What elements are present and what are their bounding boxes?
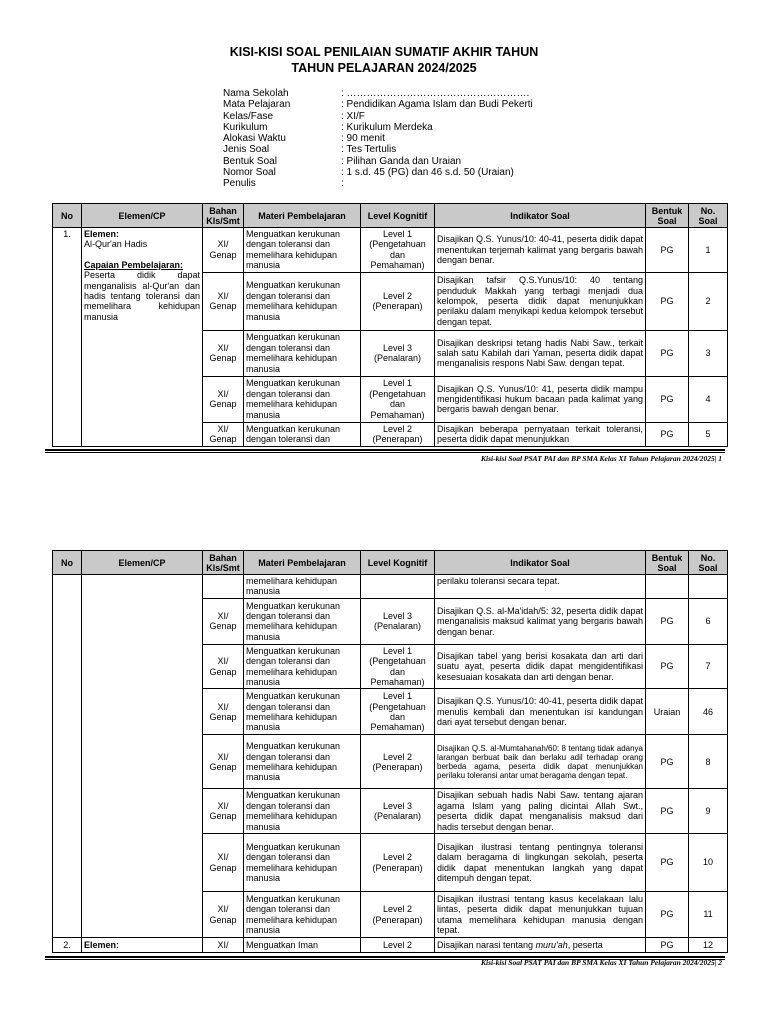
indikator-cell: Disajikan ilustrasi tentang pentingnya toleransi dalam beragama di lingkungan sekolah, peserta didik dapat menentukan langkah yang dapat ditempuh dengan tepat. bbox=[435, 834, 646, 892]
header-indikator: Indikator Soal bbox=[435, 551, 646, 575]
identity-label: Nomor Soal bbox=[223, 167, 276, 179]
elemen-label: Elemen: bbox=[82, 938, 203, 953]
level-cell: Level 2 (Penerapan) bbox=[361, 272, 435, 330]
nosoal-cell: 7 bbox=[689, 644, 728, 689]
materi-cell: Menguatkan kerukunan dengan toleransi dan memelihara kehidupan manusia bbox=[244, 735, 361, 789]
materi-cell: Menguatkan kerukunan dengan toleransi dan memelihara kehidupan manusia bbox=[244, 228, 361, 273]
identity-row bbox=[223, 156, 533, 167]
nosoal-cell: 10 bbox=[689, 834, 728, 892]
identity-value: : 90 menit bbox=[341, 133, 385, 145]
level-cell: Level 3 (Penalaran) bbox=[361, 598, 435, 644]
level-cell: Level 1 (Pengetahuan dan Pemahaman) bbox=[361, 228, 435, 273]
bentuk-cell bbox=[646, 575, 689, 599]
bentuk-cell: PG bbox=[646, 272, 689, 330]
nosoal-cell: 12 bbox=[689, 938, 728, 953]
elemen-cp-cell bbox=[82, 228, 203, 447]
table-row-continuation bbox=[53, 575, 728, 599]
table-header-row bbox=[53, 204, 728, 228]
nosoal-cell: 9 bbox=[689, 789, 728, 834]
identity-label: Alokasi Waktu bbox=[223, 133, 286, 145]
table-header-row bbox=[53, 551, 728, 575]
indikator-cell bbox=[435, 938, 646, 953]
identity-row bbox=[223, 144, 533, 155]
nosoal-cell: 2 bbox=[689, 272, 728, 330]
bentuk-cell: PG bbox=[646, 422, 689, 446]
indikator-cell: perilaku toleransi secara tepat. bbox=[435, 575, 646, 599]
header-no: No bbox=[53, 204, 82, 228]
bentuk-cell: PG bbox=[646, 735, 689, 789]
identity-label: Kurikulum bbox=[223, 121, 268, 133]
nosoal-cell: 3 bbox=[689, 330, 728, 376]
row-number: 1. bbox=[53, 228, 82, 447]
document-title: KISI-KISI SOAL PENILAIAN SUMATIF AKHIR TAHUN bbox=[229, 45, 539, 59]
materi-cell: Menguatkan kerukunan dengan toleransi dan memelihara kehidupan manusia bbox=[244, 598, 361, 644]
indikator-cell: Disajikan Q.S. al-Ma'idah/5: 32, peserta didik dapat menganalisis maksud kalimat yang bergaris bawah dengan benar. bbox=[435, 598, 646, 644]
identity-value: : 1 s.d. 45 (PG) dan 46 s.d. 50 (Uraian) bbox=[341, 167, 514, 179]
bentuk-cell: PG bbox=[646, 892, 689, 938]
bahan-cell: XI/ Genap bbox=[203, 892, 244, 938]
nosoal-cell: 4 bbox=[689, 376, 728, 422]
level-cell: Level 1 (Pengetahuan dan Pemahaman) bbox=[361, 644, 435, 689]
nosoal-cell: 11 bbox=[689, 892, 728, 938]
capaian-text: Peserta didik dapat menganalisis al-Qur'an dan hadis tentang toleransi dan memelihara kehidupan manusia bbox=[84, 270, 200, 322]
bahan-cell: XI/ Genap bbox=[203, 272, 244, 330]
header-materi: Materi Pembelajaran bbox=[244, 551, 361, 575]
indikator-emphasis: muru'ah bbox=[535, 939, 568, 950]
bentuk-cell: Uraian bbox=[646, 689, 689, 735]
bahan-cell: XI/ Genap bbox=[203, 598, 244, 644]
header-level: Level Kognitif bbox=[361, 551, 435, 575]
document-page-2 bbox=[0, 540, 768, 1024]
indikator-cell: Disajikan sebuah hadis Nabi Saw. tentang ajaran agama Islam yang paling dicintai Allah Swt., peserta didik dapat menganalisis maksud dari hadis tersebut dengan benar. bbox=[435, 789, 646, 834]
row-number bbox=[53, 575, 82, 938]
identity-value: : Kurikulum Merdeka bbox=[341, 121, 433, 133]
identity-row bbox=[223, 111, 533, 122]
bentuk-cell: PG bbox=[646, 834, 689, 892]
capaian-label: Capaian Pembelajaran: bbox=[84, 259, 184, 270]
page-footer: Kisi-kisi Soal PSAT PAI dan BP SMA Kelas XI Tahun Pelajaran 2024/2025| 1 bbox=[480, 454, 722, 463]
identity-row bbox=[223, 178, 533, 189]
header-indikator: Indikator Soal bbox=[435, 204, 646, 228]
materi-cell: Menguatkan kerukunan dengan toleransi dan memelihara kehidupan manusia bbox=[244, 644, 361, 689]
indikator-cell: Disajikan Q.S. Yunus/10: 41, peserta didik mampu mengidentifikasi hukum bacaan pada kalimat yang bergaris bawah dengan benar. bbox=[435, 376, 646, 422]
level-cell: Level 2 (Penerapan) bbox=[361, 892, 435, 938]
materi-cell: Menguatkan kerukunan dengan toleransi dan memelihara kehidupan manusia bbox=[244, 330, 361, 376]
row-number: 2. bbox=[53, 938, 82, 953]
header-nosoal: No. Soal bbox=[689, 204, 728, 228]
bahan-cell: XI/ Genap bbox=[203, 789, 244, 834]
document-subtitle: TAHUN PELAJARAN 2024/2025 bbox=[291, 61, 477, 75]
materi-cell: Menguatkan Iman bbox=[244, 938, 361, 953]
level-cell bbox=[361, 575, 435, 599]
level-cell: Level 3 (Penalaran) bbox=[361, 330, 435, 376]
bahan-cell: XI/ Genap bbox=[203, 834, 244, 892]
level-cell: Level 2 (Penerapan) bbox=[361, 834, 435, 892]
identity-label: Bentuk Soal bbox=[223, 155, 277, 167]
elemen-value: Al-Qur'an Hadis bbox=[84, 239, 148, 250]
header-bahan: Bahan Kls/Smt bbox=[203, 551, 244, 575]
nosoal-cell: 6 bbox=[689, 598, 728, 644]
nosoal-cell bbox=[689, 575, 728, 599]
header-elemen: Elemen/CP bbox=[82, 204, 203, 228]
elemen-label: Elemen: bbox=[84, 229, 120, 239]
header-nosoal: No. Soal bbox=[689, 551, 728, 575]
materi-cell: Menguatkan kerukunan dengan toleransi dan memelihara kehidupan manusia bbox=[244, 789, 361, 834]
indikator-cell: Disajikan tabel yang berisi kosakata dan arti dari suatu ayat, peserta didik dapat mengidentifikasi kesesuaian kosakata dan arti dengan benar. bbox=[435, 644, 646, 689]
materi-cell: Menguatkan kerukunan dengan toleransi dan memelihara kehidupan manusia bbox=[244, 272, 361, 330]
nosoal-cell: 46 bbox=[689, 689, 728, 735]
identity-row bbox=[223, 99, 533, 110]
nosoal-cell: 8 bbox=[689, 735, 728, 789]
bahan-cell: XI/ Genap bbox=[203, 330, 244, 376]
identity-value: : Tes Tertulis bbox=[341, 144, 397, 156]
indikator-cell: Disajikan deskripsi tetang hadis Nabi Saw., terkait salah satu Kabilah dari Yaman, peserta didik dapat menganalisis respons Nabi Saw. dengan tepat. bbox=[435, 330, 646, 376]
bentuk-cell: PG bbox=[646, 938, 689, 953]
indikator-cell: Disajikan tafsir Q.S.Yunus/10: 40 tentang penduduk Makkah yang terbagi menjadi dua kelompok, peserta didik dapat menunjukkan perilaku dalam menyikapi kedua kelompok tersebut dengan tepat. bbox=[435, 272, 646, 330]
kisi-kisi-table-page-1 bbox=[52, 203, 728, 447]
identity-row bbox=[223, 133, 533, 144]
identity-label: Kelas/Fase bbox=[223, 110, 274, 122]
level-cell: Level 1 (Pengetahuan dan Pemahaman) bbox=[361, 376, 435, 422]
identity-label: Mata Pelajaran bbox=[223, 99, 291, 111]
indikator-cell: Disajikan Q.S. Yunus/10: 40-41, peserta didik dapat menentukan terjemah kalimat yang bergaris bawah dengan benar. bbox=[435, 228, 646, 273]
materi-cell: Menguatkan kerukunan dengan toleransi dan memelihara kehidupan manusia bbox=[244, 834, 361, 892]
bentuk-cell: PG bbox=[646, 376, 689, 422]
indikator-cell: Disajikan ilustrasi tentang kasus kecelakaan lalu lintas, peserta didik dapat menunjukkan tujuan utama memelihara kehidupan manusia dengan tepat. bbox=[435, 892, 646, 938]
bahan-cell: XI/ Genap bbox=[203, 422, 244, 446]
level-cell: Level 2 bbox=[361, 938, 435, 953]
materi-cell: Menguatkan kerukunan dengan toleransi dan memelihara kehidupan manusia bbox=[244, 892, 361, 938]
materi-cell: memelihara kehidupan manusia bbox=[244, 575, 361, 599]
identity-value: : XI/F bbox=[341, 110, 365, 122]
bahan-cell: XI/ Genap bbox=[203, 228, 244, 273]
document-page-1 bbox=[0, 0, 768, 470]
identity-block bbox=[223, 88, 533, 190]
identity-value: : Pilihan Ganda dan Uraian bbox=[341, 155, 462, 167]
identity-row bbox=[223, 167, 533, 178]
identity-label: Nama Sekolah bbox=[223, 88, 289, 99]
identity-row bbox=[223, 88, 533, 99]
bentuk-cell: PG bbox=[646, 228, 689, 273]
header-bentuk: Bentuk Soal bbox=[646, 204, 689, 228]
bentuk-cell: PG bbox=[646, 330, 689, 376]
bahan-cell: XI/ bbox=[203, 938, 244, 953]
level-cell: Level 2 (Penerapan) bbox=[361, 422, 435, 446]
level-cell: Level 3 (Penalaran) bbox=[361, 789, 435, 834]
footer-rule bbox=[45, 449, 725, 451]
identity-label: Penulis bbox=[223, 178, 256, 190]
header-no: No bbox=[53, 551, 82, 575]
kisi-kisi-table-page-2 bbox=[52, 550, 728, 953]
nosoal-cell: 5 bbox=[689, 422, 728, 446]
identity-row bbox=[223, 122, 533, 133]
identity-value: : bbox=[341, 178, 344, 190]
header-bahan: Bahan Kls/Smt bbox=[203, 204, 244, 228]
bahan-cell: XI/ Genap bbox=[203, 644, 244, 689]
level-cell: Level 1 (Pengetahuan dan Pemahaman) bbox=[361, 689, 435, 735]
table-row bbox=[53, 938, 728, 953]
identity-label: Jenis Soal bbox=[223, 144, 270, 156]
materi-cell: Menguatkan kerukunan dengan toleransi dan bbox=[244, 422, 361, 446]
bahan-cell: XI/ Genap bbox=[203, 689, 244, 735]
elemen-cp-cell bbox=[82, 575, 203, 938]
bahan-cell: XI/ Genap bbox=[203, 376, 244, 422]
indikator-cell: Disajikan Q.S. Yunus/10: 40-41, peserta didik dapat menulis kembali dan menentukan isi kandungan dari ayat tersebut dengan benar. bbox=[435, 689, 646, 735]
materi-cell: Menguatkan kerukunan dengan toleransi dan memelihara kehidupan manusia bbox=[244, 689, 361, 735]
bahan-cell: XI/ Genap bbox=[203, 735, 244, 789]
bentuk-cell: PG bbox=[646, 598, 689, 644]
indikator-text: Disajikan narasi tentang bbox=[437, 939, 536, 950]
table-row bbox=[53, 228, 728, 273]
footer-rule-thin bbox=[45, 452, 725, 453]
bentuk-cell: PG bbox=[646, 644, 689, 689]
indikator-cell: Disajikan Q.S. al-Mumtahanah/60: 8 tentang tidak adanya larangan berbuat baik dan berlaku adil terhadap orang berbeda agama, peserta didik dapat menunjukkan perilaku toleransi antar umat beragama dengan tepat. bbox=[435, 735, 646, 789]
page-footer: Kisi-kisi Soal PSAT PAI dan BP SMA Kelas XI Tahun Pelajaran 2024/2025| 2 bbox=[480, 958, 722, 967]
indikator-text: , peserta bbox=[567, 939, 603, 950]
identity-value: : ………………………………………………. bbox=[341, 88, 530, 99]
bahan-cell bbox=[203, 575, 244, 599]
indikator-cell: Disajikan beberapa pernyataan terkait toleransi, peserta didik dapat menunjukkan bbox=[435, 422, 646, 446]
header-materi: Materi Pembelajaran bbox=[244, 204, 361, 228]
header-level: Level Kognitif bbox=[361, 204, 435, 228]
level-cell: Level 2 (Penerapan) bbox=[361, 735, 435, 789]
materi-cell: Menguatkan kerukunan dengan toleransi dan memelihara kehidupan manusia bbox=[244, 376, 361, 422]
identity-value: : Pendidikan Agama Islam dan Budi Pekerti bbox=[341, 99, 533, 111]
bentuk-cell: PG bbox=[646, 789, 689, 834]
header-elemen: Elemen/CP bbox=[82, 551, 203, 575]
header-bentuk: Bentuk Soal bbox=[646, 551, 689, 575]
nosoal-cell: 1 bbox=[689, 228, 728, 273]
